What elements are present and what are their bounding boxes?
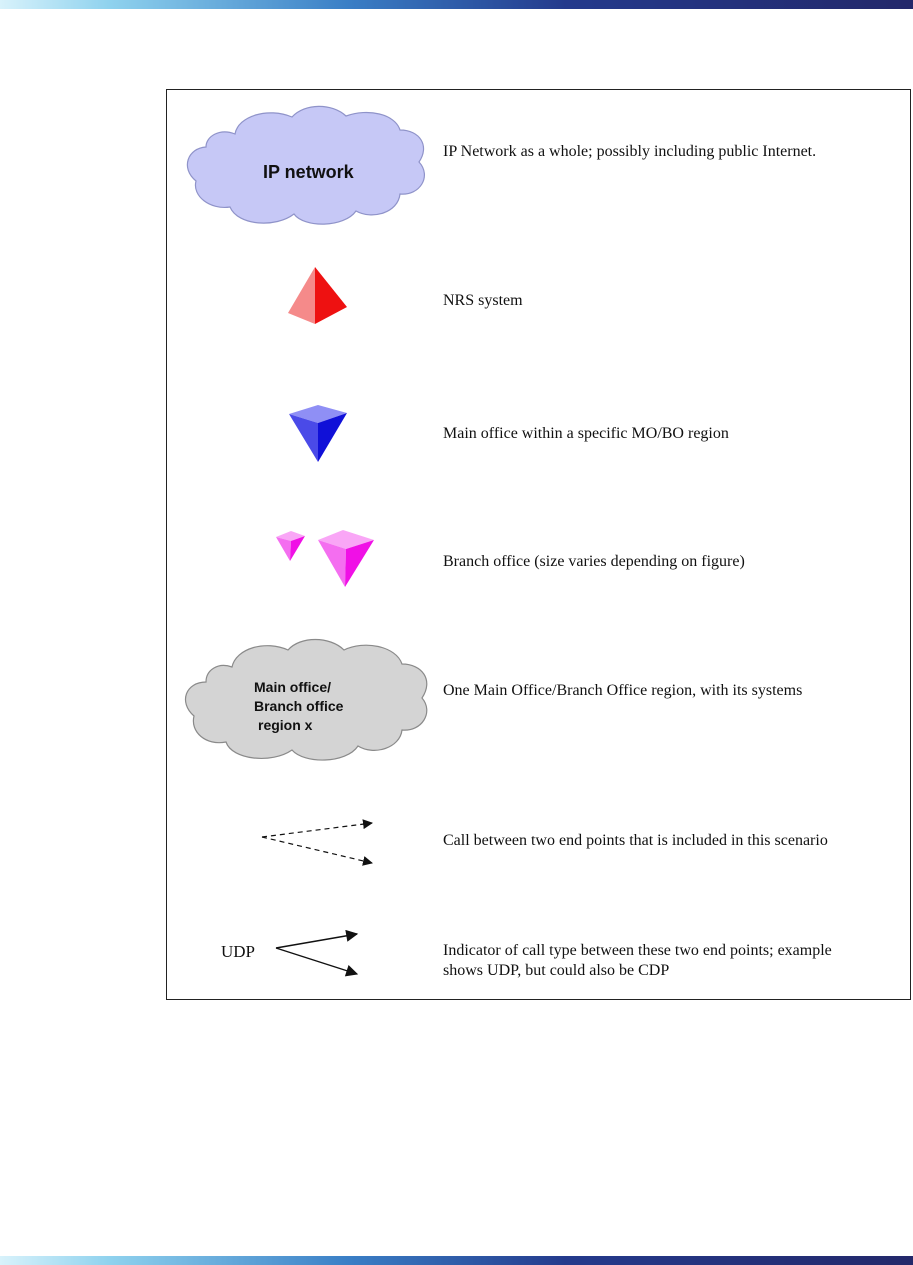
branch-office-large-icon — [318, 530, 374, 587]
udp-arrows-icon — [276, 934, 357, 974]
region-label-line-3: region x — [258, 717, 313, 733]
nrs-description: NRS system — [443, 292, 523, 309]
main-office-icon — [289, 405, 347, 462]
region-label-line-1: Main office/ — [254, 679, 332, 695]
region-label-line-2: Branch office — [254, 698, 344, 714]
nrs-system-icon — [288, 267, 347, 324]
call-arrows-description: Call between two end points that is included in this scenario — [443, 832, 828, 849]
ip-network-label: IP network — [263, 162, 354, 182]
udp-description-line-2: shows UDP, but could also be CDP — [443, 962, 670, 979]
branch-office-small-icon — [276, 531, 305, 561]
bottom-footer-bar — [0, 1256, 913, 1265]
region-description: One Main Office/Branch Office region, with its systems — [443, 682, 803, 699]
udp-description-line-1: Indicator of call type between these two end points; example — [443, 942, 832, 959]
call-arrows-icon — [262, 823, 372, 863]
ip-network-description: IP Network as a whole; possibly including public Internet. — [443, 143, 817, 160]
branch-office-description: Branch office (size varies depending on figure) — [443, 553, 745, 570]
udp-label: UDP — [221, 942, 256, 961]
region-cloud-label — [254, 678, 343, 735]
main-office-description: Main office within a specific MO/BO region — [443, 425, 729, 442]
